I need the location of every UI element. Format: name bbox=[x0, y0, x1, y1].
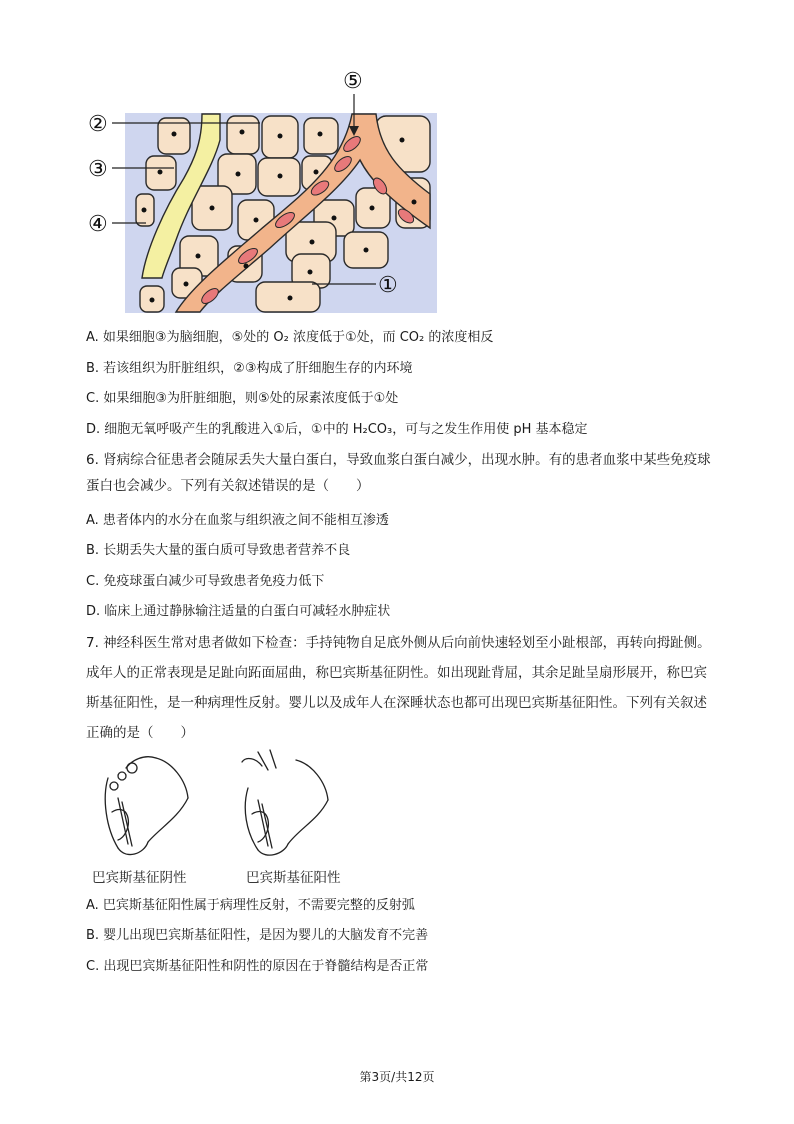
q7-stem-line-1: 7. 神经科医生常对患者做如下检查：手持钝物自足底外侧从后向前快速轻划至小趾根部，再转向拇趾侧。 bbox=[86, 635, 711, 651]
cell bbox=[227, 116, 259, 154]
q6-option-a: A. 患者体内的水分在血浆与组织液之间不能相互渗透 bbox=[86, 513, 389, 528]
label-2: ② bbox=[88, 112, 108, 137]
foot-positive-sketch bbox=[242, 750, 328, 855]
page-number-footer: 第3页/共12页 bbox=[359, 1070, 435, 1084]
q5-option-a: A. 如果细胞③为脑细胞，⑤处的 O₂ 浓度低于①处，而 CO₂ 的浓度相反 bbox=[86, 330, 494, 345]
q7-option-c: C. 出现巴宾斯基征阳性和阴性的原因在于脊髓结构是否正常 bbox=[86, 959, 429, 974]
foot-negative-sketch bbox=[105, 757, 188, 855]
tissue-diagram bbox=[80, 60, 440, 320]
caption-babinski-negative: 巴宾斯基征阴性 bbox=[92, 870, 187, 886]
q5-option-d: D. 细胞无氧呼吸产生的乳酸进入①后，①中的 H₂CO₃，可与之发生作用使 pH 基本稳定 bbox=[86, 422, 588, 437]
q6-option-d: D. 临床上通过静脉输注适量的白蛋白可减轻水肿症状 bbox=[86, 604, 391, 619]
q7-option-b: B. 婴儿出现巴宾斯基征阳性，是因为婴儿的大脑发育不完善 bbox=[86, 928, 429, 943]
q5-option-b: B. 若该组织为肝脏组织，②③构成了肝细胞生存的内环境 bbox=[86, 361, 413, 376]
q6-stem-line-2: 蛋白也会减少。下列有关叙述错误的是（ ） bbox=[86, 478, 370, 494]
q7-stem-line-4: 正确的是（ ） bbox=[86, 725, 194, 741]
q6-stem-line-1: 6. 肾病综合征患者会随尿丢失大量白蛋白，导致血浆白蛋白减少，出现水肿。有的患者血浆中某些免疫球 bbox=[86, 452, 711, 468]
q6-option-b: B. 长期丢失大量的蛋白质可导致患者营养不良 bbox=[86, 543, 351, 558]
label-5: ⑤ bbox=[343, 69, 363, 94]
caption-babinski-positive: 巴宾斯基征阳性 bbox=[246, 870, 341, 886]
q7-stem-line-3: 斯基征阳性，是一种病理性反射。婴儿以及成年人在深睡状态也都可出现巴宾斯基征阳性。下列有关叙述 bbox=[86, 695, 707, 711]
label-4: ④ bbox=[88, 212, 108, 237]
label-3: ③ bbox=[88, 157, 108, 182]
q5-option-c: C. 如果细胞③为肝脏细胞，则⑤处的尿素浓度低于①处 bbox=[86, 391, 399, 406]
q7-option-a: A. 巴宾斯基征阳性属于病理性反射，不需要完整的反射弧 bbox=[86, 898, 415, 913]
q6-option-c: C. 免疫球蛋白减少可导致患者免疫力低下 bbox=[86, 574, 325, 589]
q7-stem-line-2: 成年人的正常表现是足趾向跖面屈曲，称巴宾斯基征阴性。如出现趾背屈，其余足趾呈扇形展开，称巴宾 bbox=[86, 665, 707, 681]
label-1: ① bbox=[378, 273, 398, 298]
